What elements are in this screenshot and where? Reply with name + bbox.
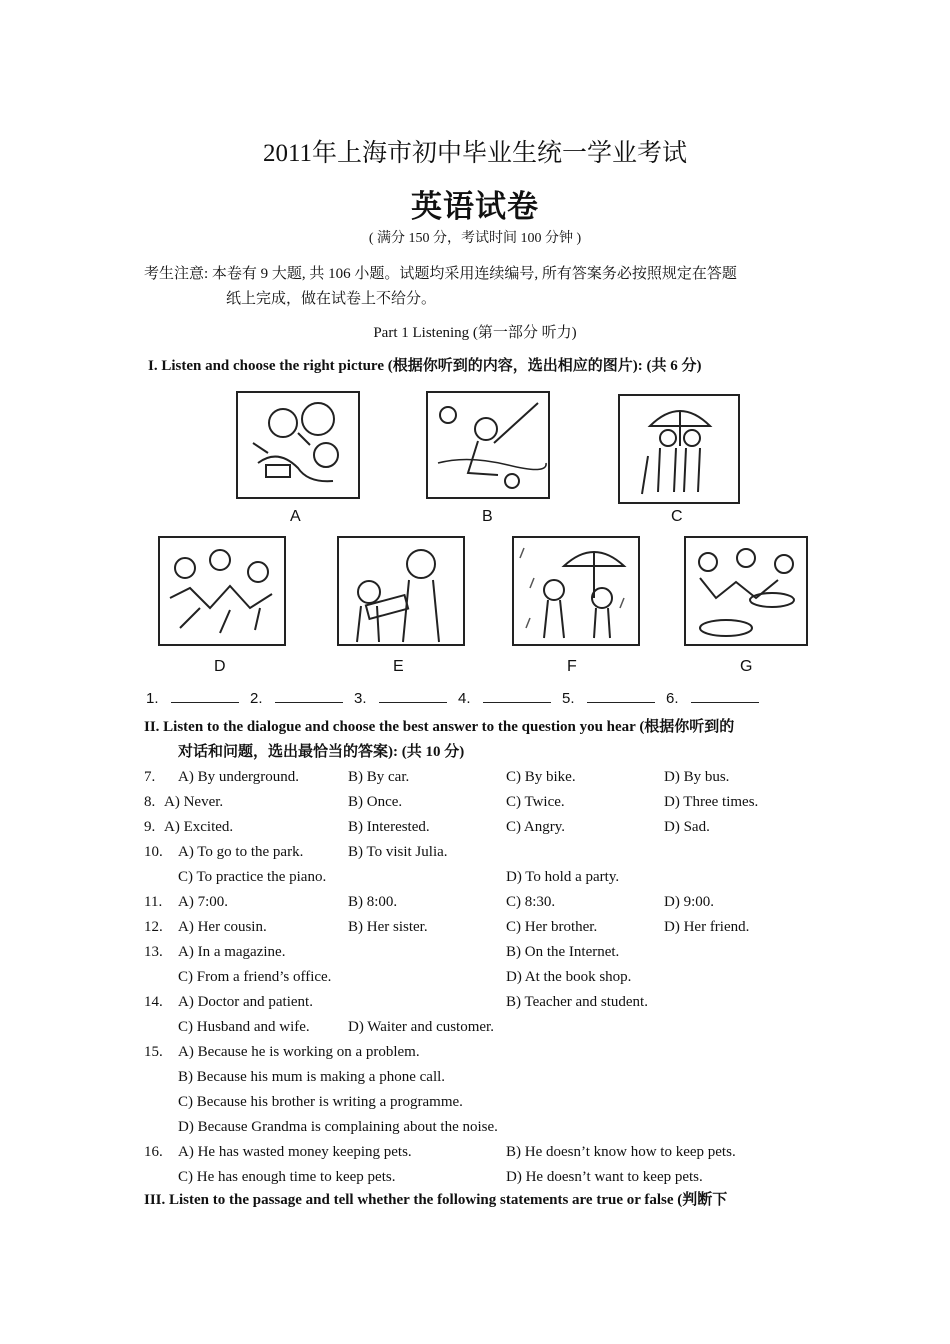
question-number: 7. [144,769,156,785]
option: A) Because he is working on a problem. [178,1044,420,1060]
picture-label-g: G [740,658,753,675]
section-2-title-line-2: 对话和问题，选出最恰当的答案): (共 10 分) [178,744,465,760]
answer-blank[interactable]: 2. [250,690,354,707]
option: A) He has wasted money keeping pets. [178,1144,412,1160]
option: C) By bike. [506,769,576,785]
option: C) Her brother. [506,919,598,935]
option: D) To hold a party. [506,869,620,885]
elderly-with-umbrella-illustration [620,396,738,502]
picture-label-b: B [482,508,493,525]
picture-f [512,536,640,646]
picture-g [684,536,808,646]
option: B) By car. [348,769,410,785]
rain-umbrella-illustration [514,538,638,644]
option: B) Interested. [348,819,430,835]
picture-label-a: A [290,508,301,525]
answer-blanks [146,690,770,707]
option: D) By bus. [664,769,730,785]
option: D) Sad. [664,819,710,835]
option: B) Teacher and student. [506,994,648,1010]
option: A) 7:00. [178,894,228,910]
picture-label-f: F [567,658,577,675]
option: B) Once. [348,794,403,810]
option: A) Her cousin. [178,919,267,935]
exam-subtitle: 英语试卷 [411,189,539,224]
answer-blank[interactable]: 3. [354,690,458,707]
picture-e [337,536,465,646]
question-number: 16. [144,1144,163,1160]
picture-b [426,391,550,499]
exam-note: ( 满分 150 分，考试时间 100 分钟 ) [368,231,582,246]
picture-label-e: E [393,658,404,675]
option: C) Angry. [506,819,566,835]
picture-d [158,536,286,646]
option: A) To go to the park. [178,844,304,860]
restaurant-illustration [686,538,806,644]
question-number: 11. [144,894,163,910]
fishing-illustration [428,393,548,497]
picture-label-c: C [671,508,683,525]
question-number: 10. [144,844,163,860]
kids-drawing-illustration [238,393,358,497]
option: D) Waiter and customer. [348,1019,494,1035]
reading-sign-illustration [339,538,463,644]
picture-a [236,391,360,499]
option: D) He doesn’t want to keep pets. [506,1169,703,1185]
option: A) Excited. [164,819,234,835]
picture-label-d: D [214,658,226,675]
option: C) Twice. [506,794,565,810]
option: A) Doctor and patient. [178,994,313,1010]
option: D) At the book shop. [506,969,632,985]
option: C) From a friend’s office. [178,969,332,985]
answer-blank[interactable]: 5. [562,690,666,707]
option: B) On the Internet. [506,944,620,960]
crowd-illustration [160,538,284,644]
option: C) To practice the piano. [178,869,327,885]
question-number: 13. [144,944,163,960]
option: A) In a magazine. [178,944,286,960]
answer-blank[interactable]: 1. [146,690,250,707]
option: B) 8:00. [348,894,398,910]
option: C) He has enough time to keep pets. [178,1169,396,1185]
question-number: 15. [144,1044,163,1060]
question-number: 12. [144,919,163,935]
option: B) Her sister. [348,919,428,935]
option: D) Three times. [664,794,759,810]
option: A) Never. [164,794,224,810]
option: D) Because Grandma is complaining about the noise. [178,1119,498,1135]
option: D) 9:00. [664,894,714,910]
notice-line-1: 考生注意: 本卷有 9 大题, 共 106 小题。试题均采用连续编号, 所有答案务必按照规定在答题 [144,266,737,282]
option: C) 8:30. [506,894,556,910]
option: A) By underground. [178,769,299,785]
option: C) Because his brother is writing a programme. [178,1094,463,1110]
question-number: 14. [144,994,163,1010]
question-number: 8. [144,794,156,810]
picture-c [618,394,740,504]
exam-title: 2011年上海市初中毕业生统一学业考试 [262,140,688,167]
section-1-title: I. Listen and choose the right picture (根据你听到的内容，选出相应的图片): (共 6 分) [148,358,702,374]
option: B) He doesn’t know how to keep pets. [506,1144,736,1160]
answer-blank[interactable]: 4. [458,690,562,707]
answer-blank[interactable]: 6. [666,690,770,707]
section-2-title [144,715,816,765]
option: C) Husband and wife. [178,1019,310,1035]
candidate-notice [144,262,814,312]
part-heading: Part 1 Listening (第一部分 听力) [373,325,577,341]
section-2-title-line-1: II. Listen to the dialogue and choose the best answer to the question you hear (根据你听到的 [144,719,735,735]
question-number: 9. [144,819,156,835]
option: B) Because his mum is making a phone call. [178,1069,446,1085]
notice-line-2: 纸上完成，做在试卷上不给分。 [226,291,437,307]
option: B) To visit Julia. [348,844,448,860]
section-3-title: III. Listen to the passage and tell whether the following statements are true or false (判断下 [144,1192,728,1208]
option: D) Her friend. [664,919,750,935]
